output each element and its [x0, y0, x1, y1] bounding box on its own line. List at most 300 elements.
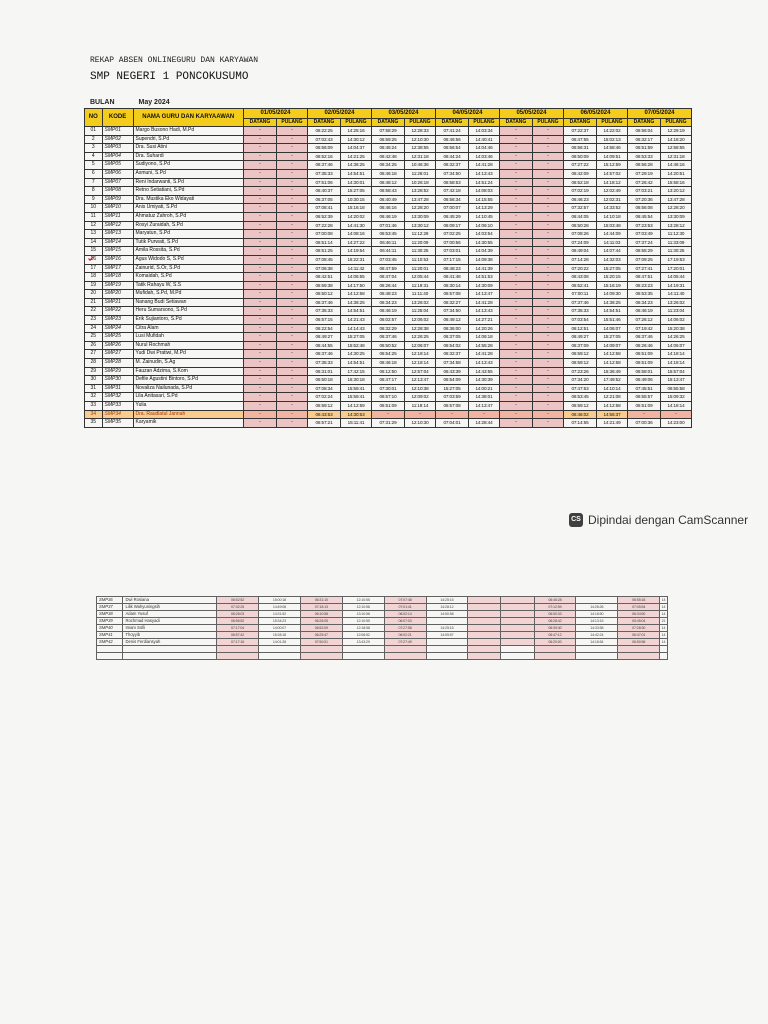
time-cell: 14:07:44 [597, 247, 628, 256]
time-cell: 12:06:02 [405, 316, 436, 325]
row-number: 21 [85, 298, 103, 307]
row-kode: SMP06 [102, 169, 133, 178]
time-cell: 07:34:20 [563, 376, 596, 385]
time-cell: 06:55:18 [618, 597, 660, 604]
time-cell: - [533, 307, 564, 316]
header-pulang: PULANG [661, 119, 692, 127]
time-cell: 06:51:59 [627, 144, 660, 153]
time-cell: 14:12:59 [341, 402, 372, 411]
row-kode: SMP12 [102, 221, 133, 230]
time-cell: - [243, 307, 276, 316]
row-name: Margo Busono Hadi, M.Pd [133, 127, 243, 136]
header-date: 05/05/2024 [499, 109, 563, 119]
time-cell [468, 604, 501, 611]
row-kode: SMP35 [102, 419, 133, 428]
header-datang: DATANG [627, 119, 660, 127]
row-number: 30 [85, 376, 103, 385]
time-cell: 06:45:29 [435, 212, 468, 221]
time-cell: 11:12:30 [661, 230, 692, 239]
time-cell: 14:18:50 [576, 611, 618, 618]
time-cell: 06:40:37 [307, 187, 340, 196]
time-cell: 14 [660, 611, 668, 618]
row-kode: SMP26 [102, 341, 133, 350]
row-kode: SMP19 [102, 281, 133, 290]
time-cell: 14:04:46 [469, 144, 500, 153]
header-pulang: PULANG [277, 119, 308, 127]
time-cell: 07:00:56 [435, 238, 468, 247]
empty-cell [123, 653, 217, 660]
time-cell: 14:25:16 [341, 127, 372, 136]
row-kode: SMP05 [102, 161, 133, 170]
time-cell: - [277, 410, 308, 419]
time-cell: 06:46:02 [563, 410, 596, 419]
camscanner-logo-icon: CS [569, 513, 583, 527]
time-cell: - [499, 187, 532, 196]
time-cell: - [277, 204, 308, 213]
time-cell: 06:50:09 [563, 152, 596, 161]
row-number: 34 [85, 410, 103, 419]
time-cell: 07:41:24 [435, 127, 468, 136]
table-row [85, 393, 692, 402]
time-cell: 06:58:01 [627, 367, 660, 376]
time-cell: 06:12:51 [563, 324, 596, 333]
time-cell: - [499, 127, 532, 136]
time-cell: 14:16:54 [576, 639, 618, 646]
time-cell: 06:45:54 [627, 212, 660, 221]
time-cell: - [277, 247, 308, 256]
time-cell: 14:44:09 [597, 230, 628, 239]
time-cell: 13:28:52 [405, 187, 436, 196]
row-name: Nurul Rochmah [133, 341, 243, 350]
time-cell: 14:00:07 [259, 625, 301, 632]
empty-cell [618, 646, 660, 653]
attendance-table-continued [96, 596, 668, 660]
time-cell: 06:52:52 [217, 597, 259, 604]
table-row [85, 384, 692, 393]
time-cell: 06:56:54 [435, 144, 468, 153]
time-cell: 14:41:39 [469, 264, 500, 273]
row-kode: SMP32 [102, 393, 133, 402]
time-cell: 07:24:09 [563, 238, 596, 247]
header-date: 03/05/2024 [371, 109, 435, 119]
time-cell: 06:45:28 [534, 597, 576, 604]
time-cell: 07:01:41 [384, 604, 426, 611]
time-cell: 15:27:05 [597, 264, 628, 273]
time-cell: 12:13:47 [405, 376, 436, 385]
header-nama: NAMA GURU DAN KARYAAWAN [133, 109, 243, 127]
row-name: Tutik Purwati, S.Pd [133, 238, 243, 247]
time-cell: 07:02:19 [563, 187, 596, 196]
empty-cell [534, 653, 576, 660]
time-cell: 06:51:09 [627, 350, 660, 359]
time-cell [468, 625, 501, 632]
time-cell: 14:25:15 [426, 597, 468, 604]
time-cell: - [277, 290, 308, 299]
time-cell: - [499, 367, 532, 376]
time-cell: 15:57:04 [661, 367, 692, 376]
time-cell: - [499, 178, 532, 187]
time-cell: - [499, 281, 532, 290]
time-cell: 11:20:09 [405, 238, 436, 247]
empty-row [97, 646, 668, 653]
time-cell: - [499, 221, 532, 230]
row-name: Fauzan Adzima, S.Kom [133, 367, 243, 376]
time-cell: 07:07:48 [384, 597, 426, 604]
time-cell: 14:00:21 [469, 384, 500, 393]
time-cell: - [277, 316, 308, 325]
time-cell: - [243, 316, 276, 325]
time-cell: 12:31:18 [405, 152, 436, 161]
time-cell: 06:37:05 [307, 195, 340, 204]
time-cell: 14:30:01 [341, 178, 372, 187]
time-cell: 13:20:12 [661, 187, 692, 196]
row-kode: SMP38 [97, 611, 123, 618]
time-cell: - [499, 402, 532, 411]
time-cell: 06:44:05 [563, 212, 596, 221]
time-cell: - [277, 273, 308, 282]
time-cell: - [533, 204, 564, 213]
time-cell: 07:20:22 [563, 264, 596, 273]
time-cell: - [499, 152, 532, 161]
row-kode: SMP10 [102, 204, 133, 213]
time-cell: 06:55:52 [217, 618, 259, 625]
time-cell: - [277, 144, 308, 153]
time-cell: 15:52:48 [341, 341, 372, 350]
row-name: Sudiyono, S.Pd [133, 161, 243, 170]
row-kode: SMP29 [102, 367, 133, 376]
time-cell: - [277, 298, 308, 307]
row-name: Nanang Budi Setiawan [133, 298, 243, 307]
empty-cell [300, 646, 342, 653]
time-cell: - [533, 169, 564, 178]
time-cell: - [533, 212, 564, 221]
time-cell: - [533, 410, 564, 419]
row-number: 9 [85, 195, 103, 204]
time-cell: 07:29:19 [627, 169, 660, 178]
row-kode: SMP39 [97, 618, 123, 625]
time-cell: 06:34:23 [371, 298, 404, 307]
time-cell: 06:44:55 [307, 341, 340, 350]
time-cell: 07:22:28 [307, 221, 340, 230]
row-name: Agus Widodo S, S.Pd [133, 255, 243, 264]
row-kode: SMP27 [102, 350, 133, 359]
header-datang: DATANG [243, 119, 276, 127]
time-cell: 06:59:12 [563, 350, 596, 359]
time-cell [468, 611, 501, 618]
table-row [85, 350, 692, 359]
time-cell: - [277, 178, 308, 187]
time-cell: 14:51:53 [469, 273, 500, 282]
time-cell: - [243, 144, 276, 153]
time-cell: - [243, 221, 276, 230]
time-cell: 06:54:09 [435, 376, 468, 385]
time-cell: 06:53:45 [371, 230, 404, 239]
time-cell: - [499, 212, 532, 221]
time-cell: 14 [660, 597, 668, 604]
table-row [97, 611, 668, 618]
time-cell: - [499, 195, 532, 204]
time-cell: 14:11:42 [341, 264, 372, 273]
time-cell: 15:34:23 [259, 618, 301, 625]
row-kode: SMP23 [102, 316, 133, 325]
time-cell: - [243, 255, 276, 264]
time-cell: - [243, 281, 276, 290]
row-name: Erik Sujiantoro, S.Pd [133, 316, 243, 325]
camscanner-text: Dipindai dengan CamScanner [588, 513, 749, 527]
header-datang: DATANG [307, 119, 340, 127]
time-cell: 07:00:07 [435, 204, 468, 213]
time-cell: 13:30:09 [405, 212, 436, 221]
time-cell: 06:46:19 [627, 307, 660, 316]
time-cell: 12:02:31 [597, 195, 628, 204]
time-cell: - [277, 393, 308, 402]
time-cell: 07:35:33 [307, 307, 340, 316]
time-cell [501, 597, 534, 604]
time-cell: 10:46:36 [405, 161, 436, 170]
empty-cell [342, 653, 384, 660]
time-cell: - [243, 152, 276, 161]
row-name: Dra. Susi Atini [133, 144, 243, 153]
row-kode: SMP24 [102, 324, 133, 333]
time-cell [426, 639, 468, 646]
table-row [85, 169, 692, 178]
time-cell: 06:12:50 [371, 367, 404, 376]
time-cell: 14:33:52 [597, 204, 628, 213]
time-cell: - [277, 350, 308, 359]
row-kode: SMP14 [102, 238, 133, 247]
time-cell: 14:17:50 [341, 281, 372, 290]
time-cell: 06:22:54 [307, 324, 340, 333]
row-name: Mufidah, S.Pd, M.Pd [133, 290, 243, 299]
time-cell: - [499, 307, 532, 316]
table-row [85, 419, 692, 428]
row-number: 22 [85, 307, 103, 316]
table-row [85, 212, 692, 221]
row-name: Maryatun, S.Pd [133, 230, 243, 239]
time-cell: 06:40:49 [371, 195, 404, 204]
time-cell: 06:28:42 [534, 618, 576, 625]
header-date: 07/05/2024 [627, 109, 691, 119]
time-cell: 11:12:28 [405, 230, 436, 239]
header-pulang: PULANG [405, 119, 436, 127]
time-cell: 14:10:45 [469, 212, 500, 221]
time-cell: 07:26:12 [627, 316, 660, 325]
time-cell: - [499, 169, 532, 178]
time-cell: 07:19:42 [627, 324, 660, 333]
time-cell: - [533, 144, 564, 153]
row-name: Heru Sumarsono, S.Pd [133, 307, 243, 316]
time-cell: 15:16:18 [341, 204, 372, 213]
time-cell [501, 604, 534, 611]
time-cell: 15:12:59 [597, 161, 628, 170]
time-cell: - [533, 255, 564, 264]
time-cell: 12:05:44 [405, 273, 436, 282]
empty-cell [468, 646, 501, 653]
row-number: 23 [85, 316, 103, 325]
time-cell: 06:46:19 [371, 212, 404, 221]
time-cell: 15:20:38 [661, 324, 692, 333]
time-cell: 07:17:04 [217, 625, 259, 632]
time-cell: 06:46:16 [371, 204, 404, 213]
time-cell: - [277, 281, 308, 290]
time-cell: - [243, 178, 276, 187]
time-cell: 06:37:09 [563, 341, 596, 350]
time-cell: - [499, 290, 532, 299]
table-row [97, 625, 668, 632]
time-cell: - [499, 135, 532, 144]
row-name: Citra Alam [133, 324, 243, 333]
row-name: Dra. Suhardi [133, 152, 243, 161]
time-cell: 14:09:07 [597, 341, 628, 350]
row-kode: SMP37 [97, 604, 123, 611]
time-cell: 11:33:09 [661, 238, 692, 247]
time-cell: 14:04:37 [341, 144, 372, 153]
row-number: 16 [85, 255, 103, 264]
time-cell: 06:42:51 [307, 273, 340, 282]
time-cell: 14:12:58 [341, 290, 372, 299]
time-cell: 06:49:06 [627, 376, 660, 385]
time-cell: - [277, 376, 308, 385]
time-cell: - [661, 410, 692, 419]
time-cell: 11:19:31 [405, 281, 436, 290]
time-cell: - [533, 367, 564, 376]
time-cell: 11:25:04 [405, 307, 436, 316]
time-cell: 06:55:29 [627, 247, 660, 256]
time-cell: 07:37:46 [563, 298, 596, 307]
time-cell: - [533, 350, 564, 359]
time-cell: - [277, 195, 308, 204]
time-cell: - [243, 350, 276, 359]
time-cell: - [533, 393, 564, 402]
time-cell: 14:36:25 [341, 298, 372, 307]
time-cell: - [533, 402, 564, 411]
time-cell: - [499, 341, 532, 350]
time-cell [501, 632, 534, 639]
time-cell: 14:56:37 [597, 410, 628, 419]
row-kode: SMP28 [102, 359, 133, 368]
table-row [85, 273, 692, 282]
time-cell: 14:06:07 [597, 324, 628, 333]
row-number: 7 [85, 178, 103, 187]
row-number: 10 [85, 204, 103, 213]
row-kode: SMP25 [102, 333, 133, 342]
table-row [85, 410, 692, 419]
time-cell: 14:41:28 [469, 350, 500, 359]
time-cell: 12:10:30 [405, 135, 436, 144]
time-cell: 06:32:27 [435, 298, 468, 307]
time-cell: 06:34:23 [627, 298, 660, 307]
row-kode: SMP41 [97, 632, 123, 639]
header-datang: DATANG [499, 119, 532, 127]
time-cell: 14:20:02 [341, 212, 372, 221]
time-cell [468, 618, 501, 625]
time-cell [576, 597, 618, 604]
time-cell: 11:30:25 [661, 247, 692, 256]
time-cell: 07:17:15 [435, 255, 468, 264]
time-cell: 14:10:14 [597, 384, 628, 393]
time-cell: 14:31:52 [259, 611, 301, 618]
time-cell: 12:26:25 [405, 333, 436, 342]
row-number: 8 [85, 187, 103, 196]
time-cell: - [499, 255, 532, 264]
row-name: Asmuni, S.Pd [133, 169, 243, 178]
month-label: BULAN May 2024 [90, 99, 170, 106]
time-cell: 06:37:46 [307, 350, 340, 359]
time-cell: - [533, 135, 564, 144]
time-cell: - [243, 212, 276, 221]
time-cell: 13:30:09 [661, 212, 692, 221]
time-cell: 06:46:18 [371, 359, 404, 368]
time-cell: - [277, 264, 308, 273]
time-cell: 12:02:49 [597, 187, 628, 196]
time-cell: 06:41:48 [435, 273, 468, 282]
row-name: Ahmatuz Zahroh, S.Pd [133, 212, 243, 221]
row-number: 15 [85, 247, 103, 256]
table-row [85, 187, 692, 196]
time-cell: 14:09:30 [597, 290, 628, 299]
time-cell: - [243, 324, 276, 333]
time-cell: 06:02:14 [384, 611, 426, 618]
table-row [85, 376, 692, 385]
time-cell: 15:27:05 [341, 187, 372, 196]
row-number: 33 [85, 402, 103, 411]
row-name: Lusi Mufidah [133, 333, 243, 342]
empty-cell [576, 646, 618, 653]
time-cell: 06:50:12 [307, 290, 340, 299]
table-row [85, 290, 692, 299]
time-cell: 14:49:08 [259, 604, 301, 611]
time-cell: - [243, 135, 276, 144]
time-cell: - [243, 384, 276, 393]
time-cell: - [499, 419, 532, 428]
time-cell: 14:18:14 [661, 402, 692, 411]
time-cell: - [277, 384, 308, 393]
time-cell: 14:32:03 [597, 255, 628, 264]
time-cell: - [277, 341, 308, 350]
time-cell: 15:27:05 [435, 384, 468, 393]
table-row [97, 604, 668, 611]
time-cell: 14:36:25 [341, 161, 372, 170]
row-name: M. Zainudin, S.Ag [133, 359, 243, 368]
time-cell: - [243, 376, 276, 385]
time-cell: - [277, 359, 308, 368]
row-number: 28 [85, 359, 103, 368]
time-cell: 06:28:03 [217, 611, 259, 618]
table-row [85, 359, 692, 368]
time-cell: 14:41:30 [341, 221, 372, 230]
time-cell: 06:32:37 [435, 350, 468, 359]
row-kode: SMP36 [97, 597, 123, 604]
time-cell: - [243, 238, 276, 247]
time-cell: 07:35:33 [307, 169, 340, 178]
time-cell: - [533, 152, 564, 161]
time-cell: 07:03:49 [627, 230, 660, 239]
time-cell: 06:51:14 [307, 238, 340, 247]
time-cell: - [243, 264, 276, 273]
time-cell: - [243, 393, 276, 402]
time-cell: 14:42:24 [576, 632, 618, 639]
time-cell: 06:23:23 [627, 281, 660, 290]
row-name: Lilik Wahyuningsih [123, 604, 217, 611]
time-cell: 07:02:25 [435, 230, 468, 239]
time-cell: 12:28:20 [661, 204, 692, 213]
time-cell: - [243, 204, 276, 213]
time-cell [468, 632, 501, 639]
table-row [85, 204, 692, 213]
time-cell: 14:12:58 [597, 402, 628, 411]
time-cell: 14:04:39 [469, 247, 500, 256]
table-row [85, 221, 692, 230]
